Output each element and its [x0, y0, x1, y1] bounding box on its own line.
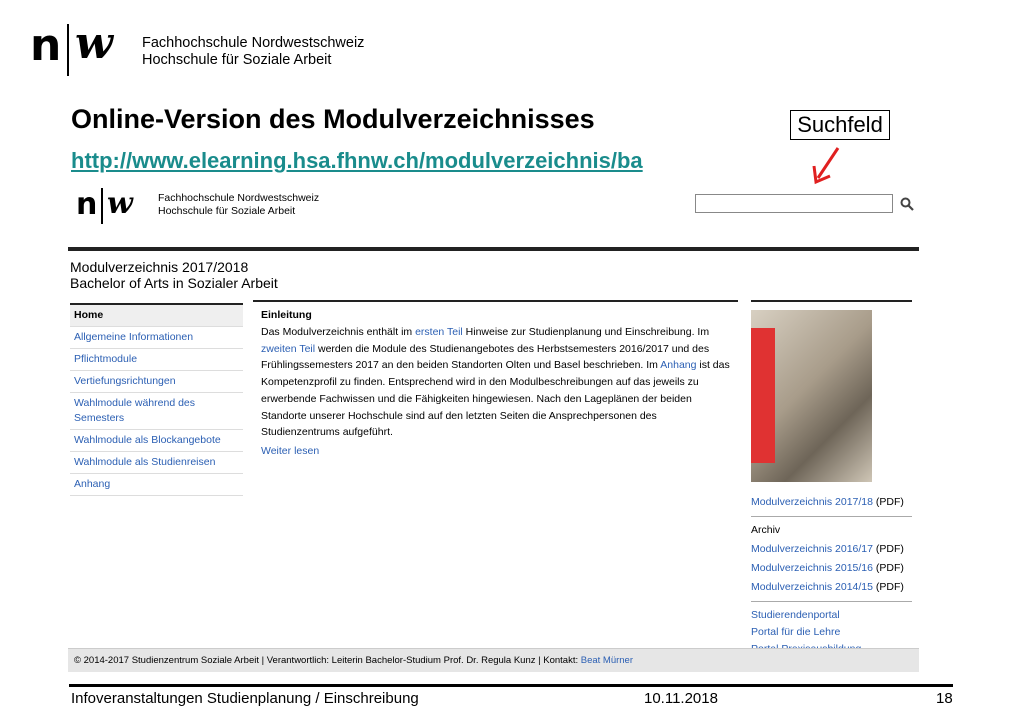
intro-text-2: Hinweise zur Studienplanung und Einschreibung. Im — [462, 326, 710, 338]
footer-contact-link[interactable]: Beat Mürner — [580, 655, 634, 666]
site-org-line1: Fachhochschule Nordwestschweiz — [158, 192, 320, 204]
pdf-suffix: (PDF) — [873, 581, 904, 593]
site-title-line2: Bachelor of Arts in Sozialer Arbeit — [70, 275, 278, 291]
main-heading: Einleitung — [261, 309, 312, 321]
slide-footer-title: Infoveranstaltungen Studienplanung / Einschreibung — [71, 690, 419, 707]
pdf-suffix: (PDF) — [873, 496, 904, 508]
callout-suchfeld: Suchfeld — [790, 110, 890, 140]
pdf-link-2015-16[interactable]: Modulverzeichnis 2015/16 — [751, 562, 873, 574]
pdf-link-2014-15[interactable]: Modulverzeichnis 2014/15 — [751, 581, 873, 593]
link-zweiten-teil[interactable]: zweiten Teil — [261, 342, 316, 355]
archiv-label: Archiv — [751, 524, 781, 536]
right-column — [751, 300, 912, 669]
logo-n: n — [30, 20, 62, 71]
slide-page-number: 18 — [936, 690, 953, 707]
nav-item-vertiefungsrichtungen[interactable]: Vertiefungsrichtungen — [70, 371, 243, 393]
nav-item-wahlmodule-semester[interactable]: Wahlmodule während des Semesters — [70, 393, 243, 430]
slide-url-link[interactable]: http://www.elearning.hsa.fhnw.ch/modulverzeichnis/ba — [71, 148, 643, 173]
cover-red-band — [751, 328, 775, 463]
org-line2: Hochschule für Soziale Arbeit — [142, 52, 332, 68]
sidebar-nav — [70, 303, 243, 496]
pdf-link-2017-18[interactable]: Modulverzeichnis 2017/18 — [751, 496, 873, 508]
link-anhang[interactable]: Anhang — [660, 359, 697, 372]
link-ersten-teil[interactable]: ersten Teil — [415, 326, 463, 338]
org-line1: Fachhochschule Nordwestschweiz — [142, 35, 365, 51]
slide-footer-date: 10.11.2018 — [644, 690, 718, 707]
nav-item-anhang[interactable]: Anhang — [70, 474, 243, 496]
modulverzeichnis-cover-image[interactable] — [751, 310, 872, 482]
side-divider — [751, 601, 912, 602]
link-studierendenportal[interactable]: Studierendenportal — [751, 609, 840, 621]
site-org-line2: Hochschule für Soziale Arbeit — [158, 205, 296, 217]
site-top-bar — [68, 247, 919, 251]
nav-item-wahlmodule-reisen[interactable]: Wahlmodule als Studienreisen — [70, 452, 243, 474]
main-content — [253, 300, 738, 460]
logo-w: w — [75, 18, 113, 69]
nav-item-pflichtmodule[interactable]: Pflichtmodule — [70, 349, 243, 371]
intro-text-4: ist das Kompetenzprofil zu finden. Entsprechend wird in den Modulbeschreibungen auf das jeweils zu erwerbende Fachwissen und die Fähigkeiten hingewiesen. Nach den Lageplänen der beiden Standorte unserer Hochschule sind auf den letzten Seiten die Ansprechpersonen des Studienzentrums aufgeführt. — [261, 359, 730, 439]
main-top-rule — [253, 300, 738, 302]
side-divider — [751, 516, 912, 517]
intro-text-3: werden die Module des Studienangebotes des Herbstsemesters 2016/2017 und des Frühlingssemesters 2017 an den beiden Standorten Olten und Basel beschrieben. Im — [261, 342, 710, 372]
site-title — [70, 259, 278, 291]
weiter-lesen-link[interactable]: Weiter lesen — [261, 444, 320, 457]
footer-text: © 2014-2017 Studienzentrum Soziale Arbeit | Verantwortlich: Leiterin Bachelor-Studium Prof. Dr. Regula Kunz | Kontakt: — [74, 655, 581, 666]
pdf-suffix: (PDF) — [873, 543, 904, 555]
slide-footer-rule — [69, 684, 953, 687]
nav-item-allgemeine-informationen[interactable]: Allgemeine Informationen — [70, 327, 243, 349]
site-title-line1: Modulverzeichnis 2017/2018 — [70, 259, 249, 275]
site-logo-divider — [101, 188, 103, 224]
callout-arrow-icon — [808, 144, 842, 186]
site-logo-n: n — [76, 187, 98, 222]
side-top-rule — [751, 300, 912, 302]
nav-item-home[interactable]: Home — [70, 303, 243, 327]
link-portal-lehre[interactable]: Portal für die Lehre — [751, 626, 841, 638]
pdf-link-2016-17[interactable]: Modulverzeichnis 2016/17 — [751, 543, 873, 555]
search-icon[interactable] — [899, 196, 915, 212]
logo-divider — [67, 24, 69, 76]
site-footer — [68, 648, 919, 672]
search-input[interactable] — [695, 194, 893, 213]
pdf-suffix: (PDF) — [873, 562, 904, 574]
intro-text-1: Das Modulverzeichnis enthält im — [261, 326, 416, 338]
slide-logo — [30, 18, 370, 78]
slide-title: Online-Version des Modulverzeichnisses — [71, 104, 595, 134]
nav-item-wahlmodule-block[interactable]: Wahlmodule als Blockangebote — [70, 430, 243, 452]
site-logo — [76, 186, 336, 228]
intro-paragraph — [261, 324, 731, 441]
site-logo-w: w — [107, 186, 133, 221]
